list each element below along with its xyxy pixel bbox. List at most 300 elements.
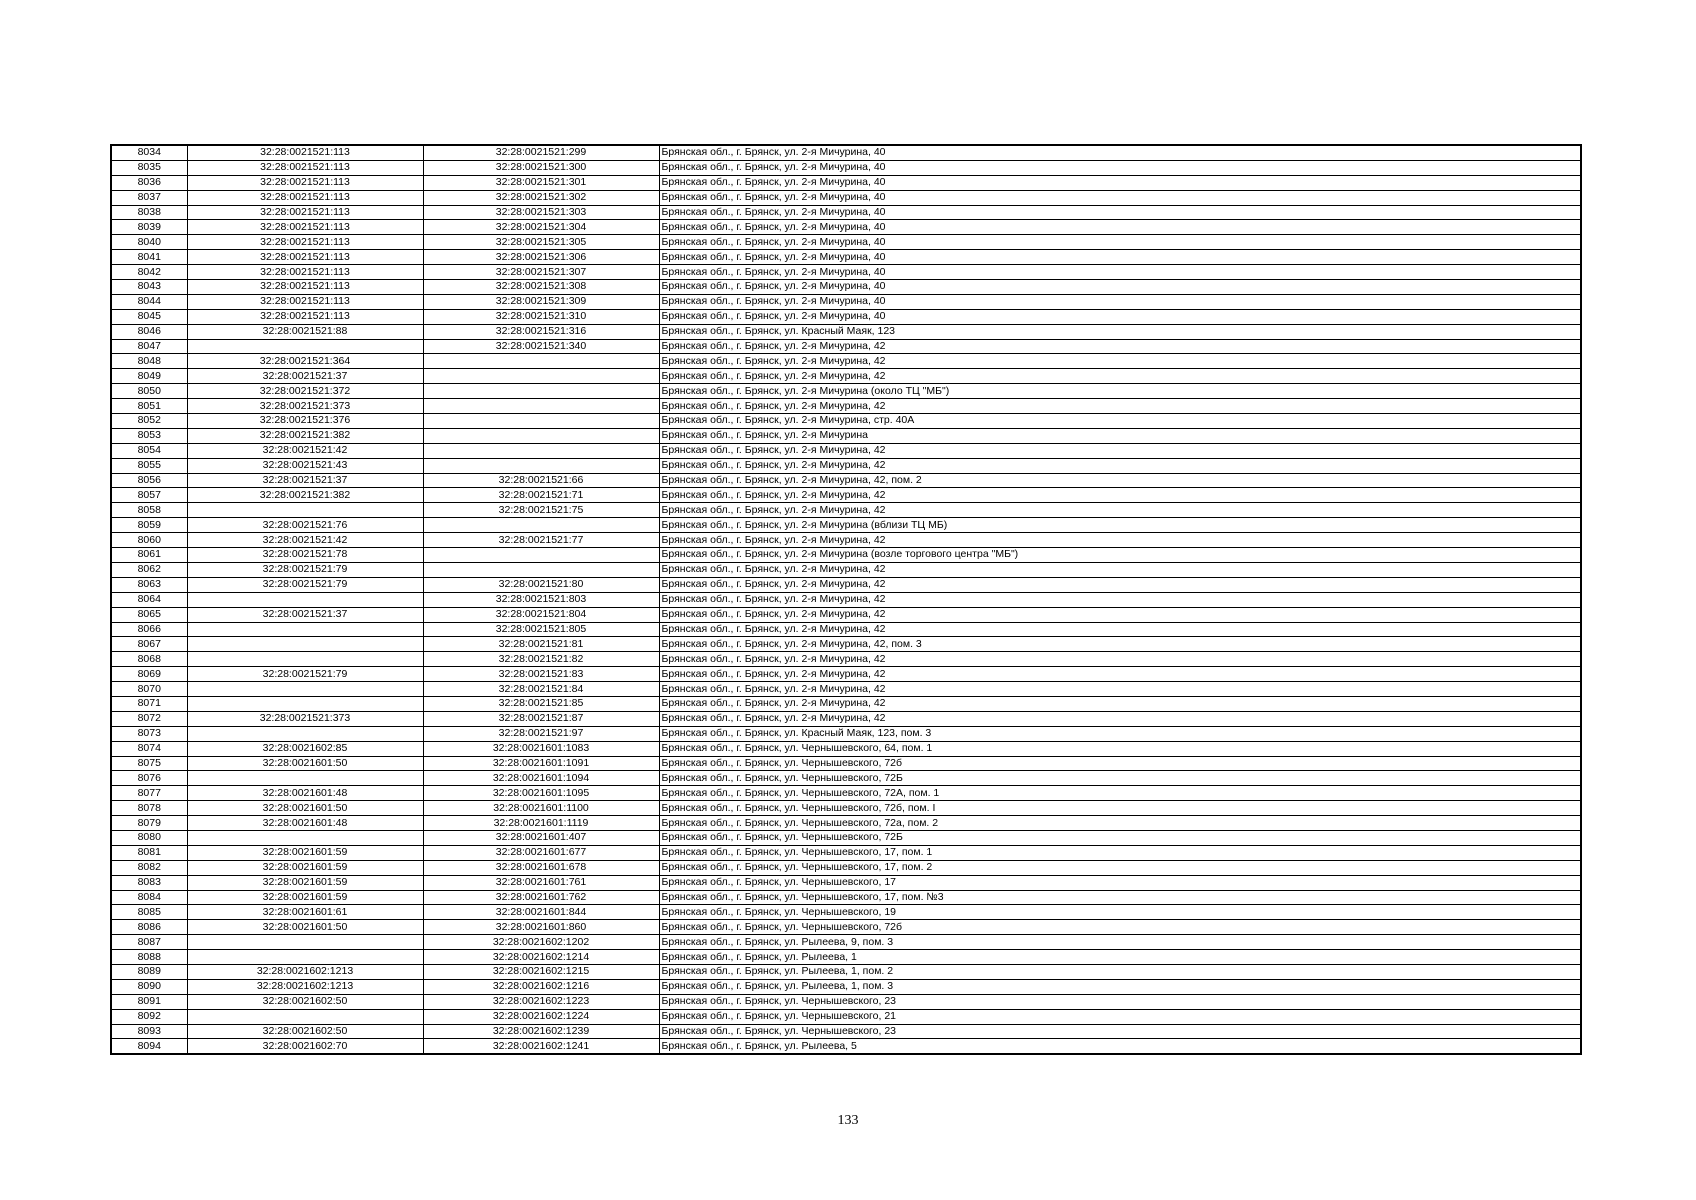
address-cell: Брянская обл., г. Брянск, ул. 2-я Мичурина, 40 — [659, 145, 1581, 160]
row-number-cell: 8036 — [111, 175, 187, 190]
address-cell: Брянская обл., г. Брянск, ул. 2-я Мичурина, 40 — [659, 280, 1581, 295]
cadastral-number-cell: 32:28:0021521:81 — [423, 637, 659, 652]
row-number-cell: 8091 — [111, 994, 187, 1009]
cadastral-number-cell: 32:28:0021521:66 — [423, 473, 659, 488]
cadastral-number-cell — [423, 354, 659, 369]
address-cell: Брянская обл., г. Брянск, ул. 2-я Мичурина, 42 — [659, 696, 1581, 711]
row-number-cell: 8066 — [111, 622, 187, 637]
row-number-cell: 8094 — [111, 1039, 187, 1054]
cadastral-number-cell: 32:28:0021521:308 — [423, 280, 659, 295]
parent-cadastral-number-cell: 32:28:0021601:59 — [187, 875, 423, 890]
table-row — [111, 324, 1581, 339]
cadastral-number-cell: 32:28:0021601:762 — [423, 890, 659, 905]
cadastral-number-cell: 32:28:0021521:303 — [423, 205, 659, 220]
row-number-cell: 8049 — [111, 369, 187, 384]
address-cell: Брянская обл., г. Брянск, ул. 2-я Мичурина, 42 — [659, 667, 1581, 682]
row-number-cell: 8089 — [111, 964, 187, 979]
parent-cadastral-number-cell: 32:28:0021521:42 — [187, 443, 423, 458]
row-number-cell: 8080 — [111, 830, 187, 845]
row-number-cell: 8087 — [111, 935, 187, 950]
address-cell: Брянская обл., г. Брянск, ул. 2-я Мичурина, 40 — [659, 190, 1581, 205]
row-number-cell: 8088 — [111, 950, 187, 965]
table-row — [111, 294, 1581, 309]
table-row — [111, 905, 1581, 920]
address-cell: Брянская обл., г. Брянск, ул. Рылеева, 5 — [659, 1039, 1581, 1054]
row-number-cell: 8059 — [111, 518, 187, 533]
row-number-cell: 8041 — [111, 250, 187, 265]
table-row — [111, 682, 1581, 697]
parent-cadastral-number-cell: 32:28:0021521:79 — [187, 562, 423, 577]
parent-cadastral-number-cell: 32:28:0021521:78 — [187, 548, 423, 563]
table-row — [111, 399, 1581, 414]
table-row — [111, 533, 1581, 548]
address-cell: Брянская обл., г. Брянск, ул. 2-я Мичурина, 40 — [659, 309, 1581, 324]
row-number-cell: 8082 — [111, 860, 187, 875]
parent-cadastral-number-cell: 32:28:0021521:113 — [187, 145, 423, 160]
cadastral-number-cell: 32:28:0021601:1095 — [423, 786, 659, 801]
parent-cadastral-number-cell: 32:28:0021601:59 — [187, 845, 423, 860]
parent-cadastral-number-cell: 32:28:0021601:48 — [187, 786, 423, 801]
table-row — [111, 235, 1581, 250]
row-number-cell: 8092 — [111, 1009, 187, 1024]
parent-cadastral-number-cell: 32:28:0021521:372 — [187, 384, 423, 399]
row-number-cell: 8053 — [111, 428, 187, 443]
table-row — [111, 592, 1581, 607]
parent-cadastral-number-cell: 32:28:0021602:70 — [187, 1039, 423, 1054]
table-row — [111, 890, 1581, 905]
row-number-cell: 8078 — [111, 801, 187, 816]
table-row — [111, 801, 1581, 816]
address-cell: Брянская обл., г. Брянск, ул. 2-я Мичурина, 42, пом. 2 — [659, 473, 1581, 488]
row-number-cell: 8067 — [111, 637, 187, 652]
row-number-cell: 8042 — [111, 265, 187, 280]
address-cell: Брянская обл., г. Брянск, ул. Чернышевского, 72б — [659, 920, 1581, 935]
table-row — [111, 518, 1581, 533]
address-cell: Брянская обл., г. Брянск, ул. 2-я Мичурина, 40 — [659, 220, 1581, 235]
parent-cadastral-number-cell: 32:28:0021521:79 — [187, 667, 423, 682]
parent-cadastral-number-cell: 32:28:0021521:76 — [187, 518, 423, 533]
row-number-cell: 8061 — [111, 548, 187, 563]
row-number-cell: 8063 — [111, 577, 187, 592]
table-row — [111, 860, 1581, 875]
cadastral-number-cell: 32:28:0021601:1083 — [423, 741, 659, 756]
cadastral-number-cell: 32:28:0021521:310 — [423, 309, 659, 324]
table-row — [111, 1039, 1581, 1054]
row-number-cell: 8072 — [111, 711, 187, 726]
cadastral-number-cell: 32:28:0021521:304 — [423, 220, 659, 235]
parent-cadastral-number-cell: 32:28:0021602:85 — [187, 741, 423, 756]
address-cell: Брянская обл., г. Брянск, ул. Чернышевского, 64, пом. 1 — [659, 741, 1581, 756]
table-row — [111, 309, 1581, 324]
table-row — [111, 443, 1581, 458]
address-cell: Брянская обл., г. Брянск, ул. 2-я Мичурина, 42 — [659, 399, 1581, 414]
table-row — [111, 994, 1581, 1009]
parent-cadastral-number-cell: 32:28:0021521:373 — [187, 711, 423, 726]
address-cell: Брянская обл., г. Брянск, ул. 2-я Мичурина, стр. 40А — [659, 414, 1581, 429]
table-row — [111, 756, 1581, 771]
table-row — [111, 265, 1581, 280]
table-row — [111, 964, 1581, 979]
cadastral-number-cell: 32:28:0021521:300 — [423, 160, 659, 175]
cadastral-number-cell: 32:28:0021521:805 — [423, 622, 659, 637]
cadastral-number-cell: 32:28:0021602:1239 — [423, 1024, 659, 1039]
table-row — [111, 726, 1581, 741]
table-row — [111, 205, 1581, 220]
table-row — [111, 488, 1581, 503]
cadastral-number-cell — [423, 518, 659, 533]
address-cell: Брянская обл., г. Брянск, ул. 2-я Мичурина, 42 — [659, 711, 1581, 726]
parent-cadastral-number-cell: 32:28:0021521:43 — [187, 458, 423, 473]
address-cell: Брянская обл., г. Брянск, ул. 2-я Мичурина, 42 — [659, 577, 1581, 592]
cadastral-number-cell: 32:28:0021601:677 — [423, 845, 659, 860]
row-number-cell: 8075 — [111, 756, 187, 771]
parent-cadastral-number-cell: 32:28:0021601:50 — [187, 801, 423, 816]
table-row — [111, 145, 1581, 160]
parent-cadastral-number-cell: 32:28:0021601:50 — [187, 920, 423, 935]
address-cell: Брянская обл., г. Брянск, ул. Чернышевского, 17, пом. №3 — [659, 890, 1581, 905]
cadastral-number-cell — [423, 399, 659, 414]
cadastral-number-cell: 32:28:0021521:299 — [423, 145, 659, 160]
cadastral-number-cell — [423, 548, 659, 563]
parent-cadastral-number-cell: 32:28:0021602:50 — [187, 1024, 423, 1039]
parent-cadastral-number-cell: 32:28:0021521:113 — [187, 294, 423, 309]
parent-cadastral-number-cell — [187, 830, 423, 845]
address-cell: Брянская обл., г. Брянск, ул. Рылеева, 1, пом. 2 — [659, 964, 1581, 979]
row-number-cell: 8069 — [111, 667, 187, 682]
parent-cadastral-number-cell: 32:28:0021602:1213 — [187, 979, 423, 994]
cadastral-number-cell: 32:28:0021601:761 — [423, 875, 659, 890]
row-number-cell: 8076 — [111, 771, 187, 786]
table-row — [111, 458, 1581, 473]
parent-cadastral-number-cell — [187, 339, 423, 354]
parent-cadastral-number-cell: 32:28:0021521:373 — [187, 399, 423, 414]
cadastral-number-cell — [423, 562, 659, 577]
table-row — [111, 384, 1581, 399]
address-cell: Брянская обл., г. Брянск, ул. Рылеева, 9, пом. 3 — [659, 935, 1581, 950]
cadastral-number-cell: 32:28:0021601:678 — [423, 860, 659, 875]
table-row — [111, 175, 1581, 190]
table-row — [111, 935, 1581, 950]
parent-cadastral-number-cell: 32:28:0021521:37 — [187, 369, 423, 384]
table-row — [111, 637, 1581, 652]
cadastral-number-cell: 32:28:0021521:305 — [423, 235, 659, 250]
parent-cadastral-number-cell — [187, 503, 423, 518]
table-row — [111, 950, 1581, 965]
row-number-cell: 8077 — [111, 786, 187, 801]
parent-cadastral-number-cell: 32:28:0021521:113 — [187, 235, 423, 250]
row-number-cell: 8090 — [111, 979, 187, 994]
parent-cadastral-number-cell — [187, 592, 423, 607]
row-number-cell: 8073 — [111, 726, 187, 741]
row-number-cell: 8055 — [111, 458, 187, 473]
table-row — [111, 622, 1581, 637]
parent-cadastral-number-cell — [187, 637, 423, 652]
address-cell: Брянская обл., г. Брянск, ул. 2-я Мичурина (около ТЦ "МБ") — [659, 384, 1581, 399]
address-cell: Брянская обл., г. Брянск, ул. 2-я Мичурина, 42 — [659, 533, 1581, 548]
address-cell: Брянская обл., г. Брянск, ул. 2-я Мичурина, 40 — [659, 250, 1581, 265]
address-cell: Брянская обл., г. Брянск, ул. Чернышевского, 72А, пом. 1 — [659, 786, 1581, 801]
table-row — [111, 414, 1581, 429]
table-body — [111, 145, 1581, 1054]
row-number-cell: 8045 — [111, 309, 187, 324]
table-row — [111, 845, 1581, 860]
address-cell: Брянская обл., г. Брянск, ул. 2-я Мичурина, 40 — [659, 205, 1581, 220]
cadastral-number-cell — [423, 443, 659, 458]
parent-cadastral-number-cell: 32:28:0021601:59 — [187, 860, 423, 875]
cadastral-number-cell: 32:28:0021602:1241 — [423, 1039, 659, 1054]
table-row — [111, 1024, 1581, 1039]
address-cell: Брянская обл., г. Брянск, ул. 2-я Мичурина, 42 — [659, 354, 1581, 369]
parent-cadastral-number-cell: 32:28:0021521:113 — [187, 205, 423, 220]
parent-cadastral-number-cell — [187, 771, 423, 786]
parent-cadastral-number-cell: 32:28:0021521:382 — [187, 488, 423, 503]
table-row — [111, 771, 1581, 786]
cadastral-number-cell — [423, 414, 659, 429]
row-number-cell: 8035 — [111, 160, 187, 175]
cadastral-number-cell: 32:28:0021521:307 — [423, 265, 659, 280]
cadastral-number-cell: 32:28:0021601:844 — [423, 905, 659, 920]
cadastral-number-cell — [423, 458, 659, 473]
table-row — [111, 577, 1581, 592]
row-number-cell: 8039 — [111, 220, 187, 235]
table-row — [111, 816, 1581, 831]
cadastral-number-cell: 32:28:0021602:1202 — [423, 935, 659, 950]
cadastral-number-cell: 32:28:0021521:75 — [423, 503, 659, 518]
address-cell: Брянская обл., г. Брянск, ул. 2-я Мичурина, 42, пом. 3 — [659, 637, 1581, 652]
row-number-cell: 8043 — [111, 280, 187, 295]
parent-cadastral-number-cell: 32:28:0021521:113 — [187, 309, 423, 324]
row-number-cell: 8038 — [111, 205, 187, 220]
parent-cadastral-number-cell: 32:28:0021601:48 — [187, 816, 423, 831]
address-cell: Брянская обл., г. Брянск, ул. Чернышевского, 23 — [659, 994, 1581, 1009]
row-number-cell: 8068 — [111, 652, 187, 667]
address-cell: Брянская обл., г. Брянск, ул. Чернышевского, 72а, пом. 2 — [659, 816, 1581, 831]
table-row — [111, 369, 1581, 384]
parent-cadastral-number-cell: 32:28:0021521:113 — [187, 160, 423, 175]
row-number-cell: 8048 — [111, 354, 187, 369]
address-cell: Брянская обл., г. Брянск, ул. Красный Маяк, 123, пом. 3 — [659, 726, 1581, 741]
address-cell: Брянская обл., г. Брянск, ул. Чернышевского, 17, пом. 2 — [659, 860, 1581, 875]
cadastral-number-cell — [423, 384, 659, 399]
address-cell: Брянская обл., г. Брянск, ул. 2-я Мичурина, 42 — [659, 562, 1581, 577]
table-row — [111, 652, 1581, 667]
address-cell: Брянская обл., г. Брянск, ул. 2-я Мичурина, 40 — [659, 294, 1581, 309]
cadastral-number-cell: 32:28:0021521:85 — [423, 696, 659, 711]
table-row — [111, 830, 1581, 845]
row-number-cell: 8052 — [111, 414, 187, 429]
cadastral-number-cell: 32:28:0021601:1119 — [423, 816, 659, 831]
address-cell: Брянская обл., г. Брянск, ул. 2-я Мичурина, 42 — [659, 339, 1581, 354]
row-number-cell: 8050 — [111, 384, 187, 399]
address-cell: Брянская обл., г. Брянск, ул. Чернышевского, 72Б — [659, 771, 1581, 786]
address-cell: Брянская обл., г. Брянск, ул. Чернышевского, 72б — [659, 756, 1581, 771]
parent-cadastral-number-cell: 32:28:0021601:61 — [187, 905, 423, 920]
row-number-cell: 8051 — [111, 399, 187, 414]
address-cell: Брянская обл., г. Брянск, ул. Чернышевского, 21 — [659, 1009, 1581, 1024]
row-number-cell: 8047 — [111, 339, 187, 354]
table-row — [111, 354, 1581, 369]
cadastral-number-cell: 32:28:0021602:1216 — [423, 979, 659, 994]
row-number-cell: 8054 — [111, 443, 187, 458]
address-cell: Брянская обл., г. Брянск, ул. 2-я Мичурина — [659, 428, 1581, 443]
row-number-cell: 8084 — [111, 890, 187, 905]
address-cell: Брянская обл., г. Брянск, ул. Чернышевского, 23 — [659, 1024, 1581, 1039]
row-number-cell: 8071 — [111, 696, 187, 711]
parent-cadastral-number-cell: 32:28:0021601:50 — [187, 756, 423, 771]
table-row — [111, 696, 1581, 711]
parent-cadastral-number-cell — [187, 935, 423, 950]
address-cell: Брянская обл., г. Брянск, ул. 2-я Мичурина, 42 — [659, 592, 1581, 607]
cadastral-number-cell: 32:28:0021521:316 — [423, 324, 659, 339]
table-row — [111, 548, 1581, 563]
table-row — [111, 1009, 1581, 1024]
row-number-cell: 8040 — [111, 235, 187, 250]
cadastral-number-cell: 32:28:0021521:803 — [423, 592, 659, 607]
row-number-cell: 8079 — [111, 816, 187, 831]
table-row — [111, 741, 1581, 756]
table-row — [111, 160, 1581, 175]
address-cell: Брянская обл., г. Брянск, ул. Чернышевского, 19 — [659, 905, 1581, 920]
cadastral-number-cell: 32:28:0021521:302 — [423, 190, 659, 205]
row-number-cell: 8074 — [111, 741, 187, 756]
cadastral-number-cell: 32:28:0021521:77 — [423, 533, 659, 548]
cadastral-number-cell: 32:28:0021521:82 — [423, 652, 659, 667]
table-row — [111, 190, 1581, 205]
table-row — [111, 979, 1581, 994]
parent-cadastral-number-cell: 32:28:0021521:113 — [187, 190, 423, 205]
cadastral-number-cell — [423, 428, 659, 443]
table-row — [111, 786, 1581, 801]
cadastral-number-cell: 32:28:0021601:407 — [423, 830, 659, 845]
address-cell: Брянская обл., г. Брянск, ул. 2-я Мичурина, 40 — [659, 175, 1581, 190]
table-row — [111, 339, 1581, 354]
address-cell: Брянская обл., г. Брянск, ул. Красный Маяк, 123 — [659, 324, 1581, 339]
parent-cadastral-number-cell: 32:28:0021601:59 — [187, 890, 423, 905]
table-row — [111, 428, 1581, 443]
parent-cadastral-number-cell: 32:28:0021521:88 — [187, 324, 423, 339]
cadastral-number-cell: 32:28:0021602:1215 — [423, 964, 659, 979]
address-cell: Брянская обл., г. Брянск, ул. 2-я Мичурина, 42 — [659, 652, 1581, 667]
address-cell: Брянская обл., г. Брянск, ул. 2-я Мичурина, 42 — [659, 503, 1581, 518]
address-cell: Брянская обл., г. Брянск, ул. 2-я Мичурина, 42 — [659, 369, 1581, 384]
parent-cadastral-number-cell — [187, 622, 423, 637]
cadastral-number-cell: 32:28:0021602:1224 — [423, 1009, 659, 1024]
parent-cadastral-number-cell: 32:28:0021521:376 — [187, 414, 423, 429]
cadastral-number-cell: 32:28:0021601:1100 — [423, 801, 659, 816]
row-number-cell: 8085 — [111, 905, 187, 920]
address-cell: Брянская обл., г. Брянск, ул. 2-я Мичурина, 40 — [659, 235, 1581, 250]
address-cell: Брянская обл., г. Брянск, ул. 2-я Мичурина, 42 — [659, 488, 1581, 503]
parent-cadastral-number-cell: 32:28:0021602:1213 — [187, 964, 423, 979]
table-row — [111, 220, 1581, 235]
table-row — [111, 711, 1581, 726]
parent-cadastral-number-cell — [187, 652, 423, 667]
cadastral-number-cell: 32:28:0021521:306 — [423, 250, 659, 265]
row-number-cell: 8083 — [111, 875, 187, 890]
cadastral-number-cell — [423, 369, 659, 384]
address-cell: Брянская обл., г. Брянск, ул. Чернышевского, 72б, пом. I — [659, 801, 1581, 816]
address-cell: Брянская обл., г. Брянск, ул. 2-я Мичурина, 42 — [659, 622, 1581, 637]
address-cell: Брянская обл., г. Брянск, ул. 2-я Мичурина, 42 — [659, 443, 1581, 458]
row-number-cell: 8086 — [111, 920, 187, 935]
row-number-cell: 8044 — [111, 294, 187, 309]
row-number-cell: 8062 — [111, 562, 187, 577]
parent-cadastral-number-cell: 32:28:0021521:113 — [187, 175, 423, 190]
table-row — [111, 503, 1581, 518]
parent-cadastral-number-cell: 32:28:0021521:113 — [187, 280, 423, 295]
cadastral-number-cell: 32:28:0021601:1094 — [423, 771, 659, 786]
cadastral-number-cell: 32:28:0021521:83 — [423, 667, 659, 682]
address-cell: Брянская обл., г. Брянск, ул. 2-я Мичурина, 42 — [659, 458, 1581, 473]
cadastral-number-cell: 32:28:0021521:84 — [423, 682, 659, 697]
row-number-cell: 8034 — [111, 145, 187, 160]
row-number-cell: 8057 — [111, 488, 187, 503]
parent-cadastral-number-cell: 32:28:0021521:42 — [187, 533, 423, 548]
cadastral-number-cell: 32:28:0021521:97 — [423, 726, 659, 741]
row-number-cell: 8065 — [111, 607, 187, 622]
table-row — [111, 250, 1581, 265]
parent-cadastral-number-cell — [187, 1009, 423, 1024]
table-row — [111, 667, 1581, 682]
parent-cadastral-number-cell — [187, 682, 423, 697]
table-row — [111, 607, 1581, 622]
address-cell: Брянская обл., г. Брянск, ул. 2-я Мичурина (возле торгового центра "МБ") — [659, 548, 1581, 563]
parent-cadastral-number-cell: 32:28:0021521:113 — [187, 265, 423, 280]
address-cell: Брянская обл., г. Брянск, ул. Рылеева, 1, пом. 3 — [659, 979, 1581, 994]
parent-cadastral-number-cell: 32:28:0021602:50 — [187, 994, 423, 1009]
table-row — [111, 875, 1581, 890]
address-cell: Брянская обл., г. Брянск, ул. 2-я Мичурина, 40 — [659, 160, 1581, 175]
cadastral-number-cell: 32:28:0021521:309 — [423, 294, 659, 309]
parent-cadastral-number-cell: 32:28:0021521:113 — [187, 220, 423, 235]
cadastral-number-cell: 32:28:0021602:1214 — [423, 950, 659, 965]
cadastral-number-cell: 32:28:0021601:860 — [423, 920, 659, 935]
row-number-cell: 8060 — [111, 533, 187, 548]
row-number-cell: 8037 — [111, 190, 187, 205]
cadastral-number-cell: 32:28:0021521:804 — [423, 607, 659, 622]
address-cell: Брянская обл., г. Брянск, ул. Рылеева, 1 — [659, 950, 1581, 965]
cadastral-table — [110, 144, 1582, 1055]
parent-cadastral-number-cell — [187, 950, 423, 965]
row-number-cell: 8081 — [111, 845, 187, 860]
row-number-cell: 8064 — [111, 592, 187, 607]
row-number-cell: 8093 — [111, 1024, 187, 1039]
address-cell: Брянская обл., г. Брянск, ул. 2-я Мичурина (вблизи ТЦ МБ) — [659, 518, 1581, 533]
parent-cadastral-number-cell: 32:28:0021521:113 — [187, 250, 423, 265]
page-number: 133 — [837, 1113, 859, 1128]
cadastral-number-cell: 32:28:0021601:1091 — [423, 756, 659, 771]
parent-cadastral-number-cell: 32:28:0021521:37 — [187, 473, 423, 488]
cadastral-number-cell: 32:28:0021521:301 — [423, 175, 659, 190]
row-number-cell: 8056 — [111, 473, 187, 488]
row-number-cell: 8070 — [111, 682, 187, 697]
parent-cadastral-number-cell — [187, 696, 423, 711]
address-cell: Брянская обл., г. Брянск, ул. Чернышевского, 17, пом. 1 — [659, 845, 1581, 860]
parent-cadastral-number-cell: 32:28:0021521:79 — [187, 577, 423, 592]
table-row — [111, 280, 1581, 295]
cadastral-number-cell: 32:28:0021521:87 — [423, 711, 659, 726]
parent-cadastral-number-cell: 32:28:0021521:364 — [187, 354, 423, 369]
cadastral-number-cell: 32:28:0021521:80 — [423, 577, 659, 592]
cadastral-number-cell: 32:28:0021521:340 — [423, 339, 659, 354]
table-row — [111, 562, 1581, 577]
cadastral-number-cell: 32:28:0021602:1223 — [423, 994, 659, 1009]
parent-cadastral-number-cell — [187, 726, 423, 741]
address-cell: Брянская обл., г. Брянск, ул. Чернышевского, 17 — [659, 875, 1581, 890]
address-cell: Брянская обл., г. Брянск, ул. Чернышевского, 72Б — [659, 830, 1581, 845]
row-number-cell: 8058 — [111, 503, 187, 518]
parent-cadastral-number-cell: 32:28:0021521:37 — [187, 607, 423, 622]
